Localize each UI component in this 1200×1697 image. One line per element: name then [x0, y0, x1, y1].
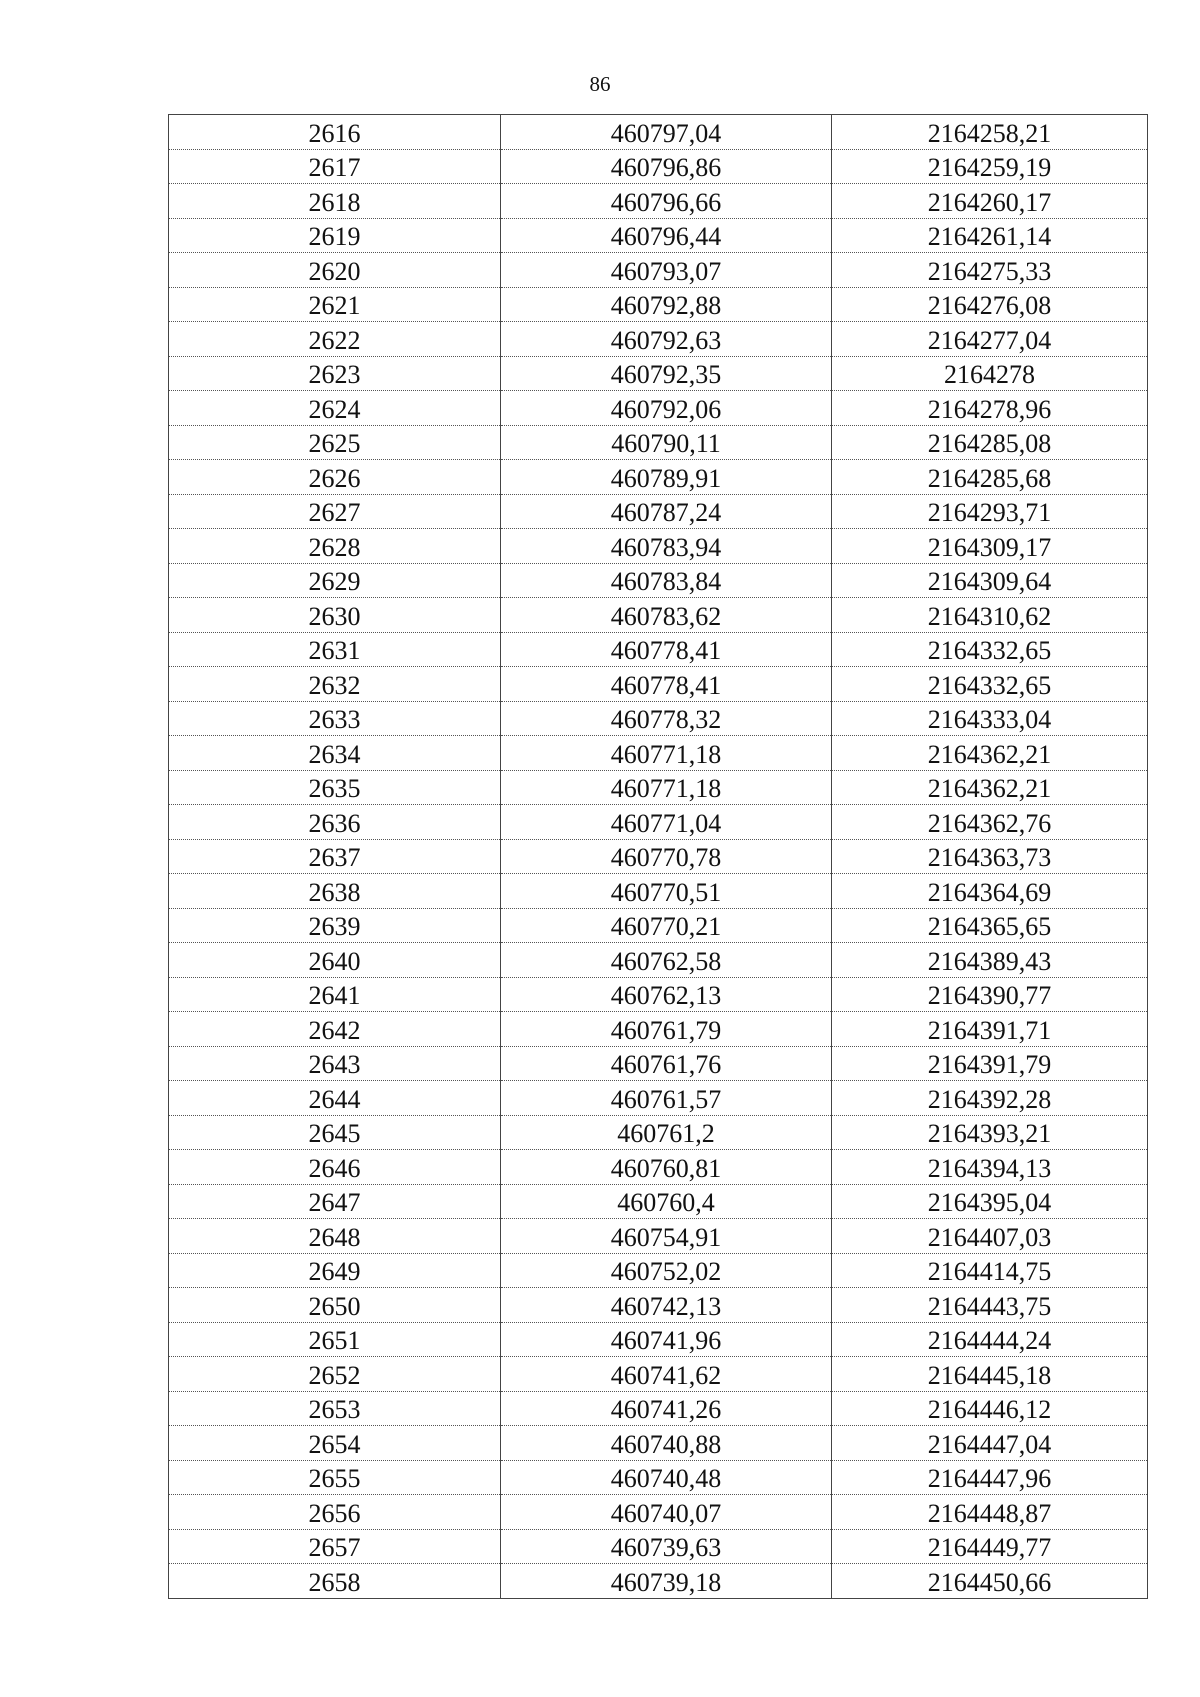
point-number-cell: 2622 [169, 322, 501, 357]
x-coordinate-cell: 460761,2 [501, 1115, 832, 1150]
y-coordinate-cell: 2164391,79 [832, 1046, 1148, 1081]
point-number-cell: 2640 [169, 943, 501, 978]
x-coordinate-cell: 460796,86 [501, 149, 832, 184]
y-coordinate-cell: 2164363,73 [832, 839, 1148, 874]
y-coordinate-cell: 2164444,24 [832, 1322, 1148, 1357]
y-coordinate-cell: 2164332,65 [832, 632, 1148, 667]
y-coordinate-cell: 2164394,13 [832, 1150, 1148, 1185]
x-coordinate-cell: 460762,58 [501, 943, 832, 978]
page-number: 86 [589, 72, 611, 96]
point-number-cell: 2646 [169, 1150, 501, 1185]
x-coordinate-cell: 460740,07 [501, 1495, 832, 1530]
point-number-cell: 2630 [169, 598, 501, 633]
point-number-cell: 2632 [169, 667, 501, 702]
y-coordinate-cell: 2164445,18 [832, 1357, 1148, 1392]
x-coordinate-cell: 460770,21 [501, 908, 832, 943]
y-coordinate-cell: 2164309,64 [832, 563, 1148, 598]
table-row [169, 1253, 1148, 1288]
x-coordinate-cell: 460778,41 [501, 667, 832, 702]
point-number-cell: 2641 [169, 977, 501, 1012]
y-coordinate-cell: 2164362,21 [832, 736, 1148, 771]
table-row [169, 1184, 1148, 1219]
x-coordinate-cell: 460771,18 [501, 770, 832, 805]
y-coordinate-cell: 2164450,66 [832, 1564, 1148, 1599]
x-coordinate-cell: 460778,41 [501, 632, 832, 667]
point-number-cell: 2647 [169, 1184, 501, 1219]
table-row [169, 1564, 1148, 1599]
y-coordinate-cell: 2164293,71 [832, 494, 1148, 529]
x-coordinate-cell: 460792,88 [501, 287, 832, 322]
y-coordinate-cell: 2164447,04 [832, 1426, 1148, 1461]
point-number-cell: 2637 [169, 839, 501, 874]
y-coordinate-cell: 2164275,33 [832, 253, 1148, 288]
y-coordinate-cell: 2164332,65 [832, 667, 1148, 702]
x-coordinate-cell: 460740,88 [501, 1426, 832, 1461]
x-coordinate-cell: 460761,79 [501, 1012, 832, 1047]
y-coordinate-cell: 2164447,96 [832, 1460, 1148, 1495]
point-number-cell: 2648 [169, 1219, 501, 1254]
x-coordinate-cell: 460770,78 [501, 839, 832, 874]
y-coordinate-cell: 2164285,08 [832, 425, 1148, 460]
y-coordinate-cell: 2164333,04 [832, 701, 1148, 736]
table-row [169, 1081, 1148, 1116]
table-row [169, 391, 1148, 426]
table-row [169, 425, 1148, 460]
table-row [169, 322, 1148, 357]
x-coordinate-cell: 460783,62 [501, 598, 832, 633]
table-row [169, 839, 1148, 874]
point-number-cell: 2636 [169, 805, 501, 840]
coordinates-table-body [169, 115, 1148, 1599]
table-row [169, 1012, 1148, 1047]
point-number-cell: 2625 [169, 425, 501, 460]
point-number-cell: 2627 [169, 494, 501, 529]
table-row [169, 977, 1148, 1012]
y-coordinate-cell: 2164365,65 [832, 908, 1148, 943]
point-number-cell: 2631 [169, 632, 501, 667]
y-coordinate-cell: 2164277,04 [832, 322, 1148, 357]
x-coordinate-cell: 460770,51 [501, 874, 832, 909]
y-coordinate-cell: 2164392,28 [832, 1081, 1148, 1116]
x-coordinate-cell: 460760,81 [501, 1150, 832, 1185]
point-number-cell: 2642 [169, 1012, 501, 1047]
x-coordinate-cell: 460797,04 [501, 115, 832, 150]
point-number-cell: 2653 [169, 1391, 501, 1426]
table-row [169, 253, 1148, 288]
x-coordinate-cell: 460787,24 [501, 494, 832, 529]
coordinates-table [168, 114, 1148, 1599]
table-row [169, 874, 1148, 909]
x-coordinate-cell: 460771,04 [501, 805, 832, 840]
x-coordinate-cell: 460796,66 [501, 184, 832, 219]
point-number-cell: 2621 [169, 287, 501, 322]
y-coordinate-cell: 2164309,17 [832, 529, 1148, 564]
x-coordinate-cell: 460792,06 [501, 391, 832, 426]
table-row [169, 1495, 1148, 1530]
point-number-cell: 2620 [169, 253, 501, 288]
table-row [169, 1391, 1148, 1426]
y-coordinate-cell: 2164391,71 [832, 1012, 1148, 1047]
y-coordinate-cell: 2164395,04 [832, 1184, 1148, 1219]
point-number-cell: 2644 [169, 1081, 501, 1116]
x-coordinate-cell: 460752,02 [501, 1253, 832, 1288]
point-number-cell: 2623 [169, 356, 501, 391]
y-coordinate-cell: 2164362,21 [832, 770, 1148, 805]
table-row [169, 1046, 1148, 1081]
x-coordinate-cell: 460771,18 [501, 736, 832, 771]
table-row [169, 770, 1148, 805]
y-coordinate-cell: 2164310,62 [832, 598, 1148, 633]
x-coordinate-cell: 460783,94 [501, 529, 832, 564]
table-row [169, 1357, 1148, 1392]
x-coordinate-cell: 460792,35 [501, 356, 832, 391]
y-coordinate-cell: 2164278 [832, 356, 1148, 391]
y-coordinate-cell: 2164443,75 [832, 1288, 1148, 1323]
y-coordinate-cell: 2164278,96 [832, 391, 1148, 426]
table-row [169, 287, 1148, 322]
table-row [169, 1150, 1148, 1185]
x-coordinate-cell: 460741,62 [501, 1357, 832, 1392]
table-row [169, 908, 1148, 943]
point-number-cell: 2618 [169, 184, 501, 219]
table-row [169, 460, 1148, 495]
point-number-cell: 2654 [169, 1426, 501, 1461]
x-coordinate-cell: 460762,13 [501, 977, 832, 1012]
table-row [169, 805, 1148, 840]
y-coordinate-cell: 2164448,87 [832, 1495, 1148, 1530]
point-number-cell: 2617 [169, 149, 501, 184]
y-coordinate-cell: 2164390,77 [832, 977, 1148, 1012]
table-row [169, 598, 1148, 633]
x-coordinate-cell: 460742,13 [501, 1288, 832, 1323]
table-row [169, 667, 1148, 702]
point-number-cell: 2628 [169, 529, 501, 564]
x-coordinate-cell: 460739,63 [501, 1529, 832, 1564]
point-number-cell: 2616 [169, 115, 501, 150]
table-row [169, 1460, 1148, 1495]
table-row [169, 943, 1148, 978]
table-row [169, 494, 1148, 529]
point-number-cell: 2635 [169, 770, 501, 805]
y-coordinate-cell: 2164362,76 [832, 805, 1148, 840]
point-number-cell: 2619 [169, 218, 501, 253]
x-coordinate-cell: 460790,11 [501, 425, 832, 460]
table-row [169, 701, 1148, 736]
point-number-cell: 2639 [169, 908, 501, 943]
point-number-cell: 2633 [169, 701, 501, 736]
table-row [169, 632, 1148, 667]
point-number-cell: 2649 [169, 1253, 501, 1288]
point-number-cell: 2652 [169, 1357, 501, 1392]
x-coordinate-cell: 460741,96 [501, 1322, 832, 1357]
point-number-cell: 2651 [169, 1322, 501, 1357]
y-coordinate-cell: 2164260,17 [832, 184, 1148, 219]
point-number-cell: 2634 [169, 736, 501, 771]
y-coordinate-cell: 2164261,14 [832, 218, 1148, 253]
x-coordinate-cell: 460741,26 [501, 1391, 832, 1426]
y-coordinate-cell: 2164285,68 [832, 460, 1148, 495]
x-coordinate-cell: 460789,91 [501, 460, 832, 495]
x-coordinate-cell: 460761,57 [501, 1081, 832, 1116]
table-row [169, 736, 1148, 771]
table-row [169, 1322, 1148, 1357]
y-coordinate-cell: 2164449,77 [832, 1529, 1148, 1564]
y-coordinate-cell: 2164259,19 [832, 149, 1148, 184]
table-row [169, 1529, 1148, 1564]
table-row [169, 184, 1148, 219]
y-coordinate-cell: 2164276,08 [832, 287, 1148, 322]
point-number-cell: 2643 [169, 1046, 501, 1081]
y-coordinate-cell: 2164446,12 [832, 1391, 1148, 1426]
x-coordinate-cell: 460793,07 [501, 253, 832, 288]
point-number-cell: 2624 [169, 391, 501, 426]
table-row [169, 356, 1148, 391]
point-number-cell: 2655 [169, 1460, 501, 1495]
y-coordinate-cell: 2164364,69 [832, 874, 1148, 909]
point-number-cell: 2638 [169, 874, 501, 909]
x-coordinate-cell: 460740,48 [501, 1460, 832, 1495]
point-number-cell: 2656 [169, 1495, 501, 1530]
table-row [169, 563, 1148, 598]
y-coordinate-cell: 2164393,21 [832, 1115, 1148, 1150]
x-coordinate-cell: 460796,44 [501, 218, 832, 253]
x-coordinate-cell: 460761,76 [501, 1046, 832, 1081]
y-coordinate-cell: 2164258,21 [832, 115, 1148, 150]
table-row [169, 115, 1148, 150]
table-row [169, 529, 1148, 564]
point-number-cell: 2650 [169, 1288, 501, 1323]
point-number-cell: 2626 [169, 460, 501, 495]
table-row [169, 149, 1148, 184]
point-number-cell: 2658 [169, 1564, 501, 1599]
y-coordinate-cell: 2164389,43 [832, 943, 1148, 978]
point-number-cell: 2645 [169, 1115, 501, 1150]
table-row [169, 1288, 1148, 1323]
y-coordinate-cell: 2164407,03 [832, 1219, 1148, 1254]
x-coordinate-cell: 460754,91 [501, 1219, 832, 1254]
x-coordinate-cell: 460739,18 [501, 1564, 832, 1599]
y-coordinate-cell: 2164414,75 [832, 1253, 1148, 1288]
x-coordinate-cell: 460778,32 [501, 701, 832, 736]
table-row [169, 1426, 1148, 1461]
point-number-cell: 2657 [169, 1529, 501, 1564]
x-coordinate-cell: 460760,4 [501, 1184, 832, 1219]
table-row [169, 1115, 1148, 1150]
table-row [169, 218, 1148, 253]
table-row [169, 1219, 1148, 1254]
x-coordinate-cell: 460792,63 [501, 322, 832, 357]
x-coordinate-cell: 460783,84 [501, 563, 832, 598]
point-number-cell: 2629 [169, 563, 501, 598]
